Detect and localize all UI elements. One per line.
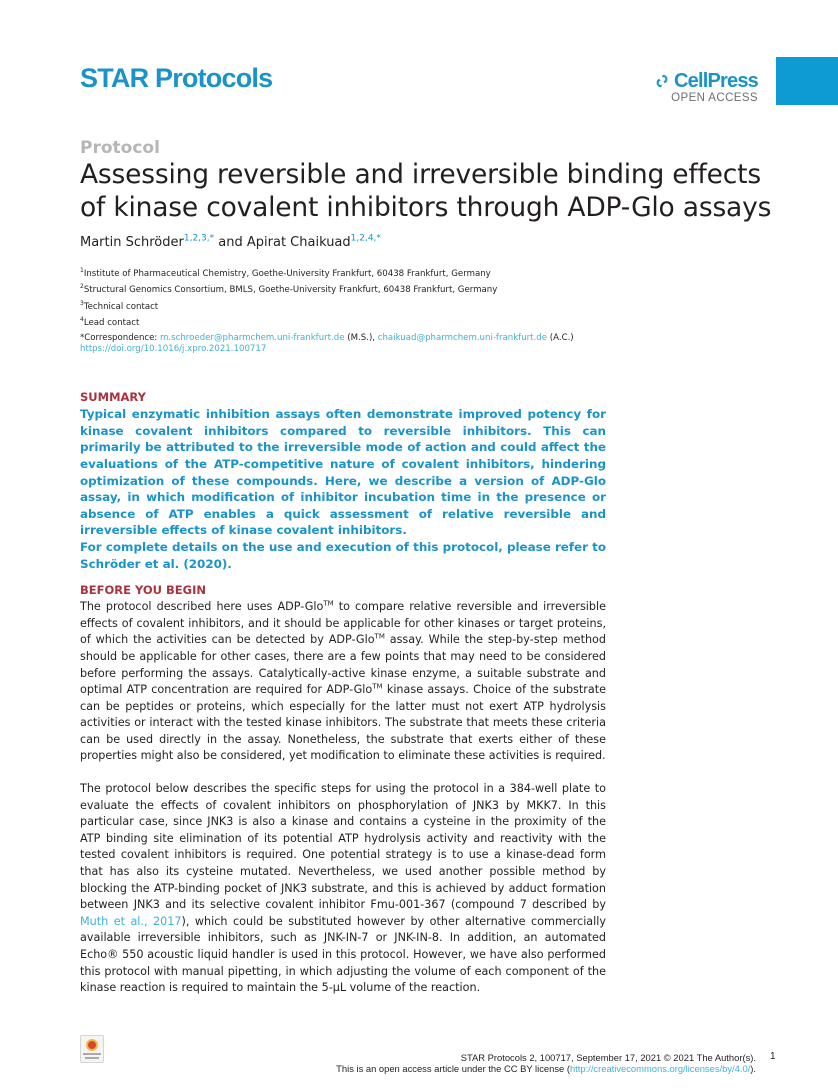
- paragraph: The protocol described here uses ADP-Glo™ to compare relative reversible and irreversible effects of covalent inhibitors, and it should be applicable for other kinases or target proteins, of which the activities can be detected by ADP-Glo™ assay. While the step-by-step method should be applicable for other cases, there are a few points that may need to be considered before performing the assays. Catalytically-active kinase enzyme, a suitable substrate and optimal ATP concentration are required for ADP-Glo™ kinase assays. Choice of the substrate can be peptides or proteins, which especially for the latter must not exert ATP hydrolysis activities or interact with the tested kinase inhibitors. The substrate that meets these criteria can be used directly in the assay. Nonetheless, the substrate that exerts either of these properties might also be considered, yet modification to eliminate these activities is required.: [80, 599, 606, 763]
- email-link[interactable]: m.schroeder@pharmchem.uni-frankfurt.de: [160, 333, 345, 344]
- reference-link[interactable]: Muth et al., 2017: [80, 914, 182, 928]
- doi-link[interactable]: https://doi.org/10.1016/j.xpro.2021.100717: [80, 344, 267, 355]
- author-name[interactable]: Martin Schröder: [80, 235, 184, 250]
- author-affil: 1,2,4,*: [350, 233, 381, 244]
- footer: [336, 1052, 756, 1074]
- article-title: Assessing reversible and irreversible binding effects of kinase covalent inhibitors through ADP-Glo assays: [80, 159, 772, 223]
- before-you-begin-heading: BEFORE YOU BEGIN: [80, 583, 206, 598]
- open-access-label: OPEN ACCESS: [671, 92, 758, 104]
- correspondence: *Correspondence: m.schroeder@pharmchem.uni-frankfurt.de (M.S.), chaikuad@pharmchem.uni-frankfurt.de (A.C.) https://doi.org/10.1016/j.xpro.2021.100717: [80, 333, 574, 355]
- refer-text: For complete details on the use and execution of this protocol, please refer to Schröder et al. (2020).: [80, 539, 606, 571]
- summary-text: Typical enzymatic inhibition assays often demonstrate improved potency for kinase covalent inhibitors compared to reversible inhibitors. This can primarily be attributed to the irreversible mode of action and could affect the evaluations of the ATP-competitive nature of covalent inhibitors, hindering optimization of these compounds. Here, we describe a version of ADP-Glo assay, in which modification of inhibitor incubation time in the presence or absence of ATP enables a quick assessment of relative reversible and irreversible effects of kinase covalent inhibitors. For complete details on the use and execution of this protocol, please refer to Schröder et al. (2020).: [80, 407, 606, 571]
- license-text: This is an open access article under the CC BY license (http://creativecommons.org/licenses/by/4.0/).: [336, 1063, 756, 1074]
- article-type: Protocol: [80, 138, 160, 158]
- corner-tab: [776, 57, 838, 105]
- citation: STAR Protocols 2, 100717, September 17, 2021 © 2021 The Author(s).: [460, 1052, 756, 1063]
- license-link[interactable]: http://creativecommons.org/licenses/by/4.0/: [569, 1063, 751, 1074]
- check-for-updates-icon[interactable]: [80, 1035, 104, 1063]
- paragraph: The protocol below describes the specific steps for using the protocol in a 384-well plate to evaluate the effects of covalent inhibitors on phosphorylation of JNK3 by MKK7. In this particular case, since JNK3 is also a kinase and contains a cysteine in the proximity of the ATP binding site elimination of its potential ATP hydrolysis activity and reactivity with the tested covalent inhibitors is required. One potential strategy is to use a kinase-dead form that has also its cysteine mutated. Nevertheless, we used another possible method by blocking the ATP-binding pocket of JNK3 substrate, and this is achieved by adduct formation between JNK3 and its selective covalent inhibitor Fmu-001-367 (compound 7 described by Muth et al., 2017), which could be substituted however by other alternative commercially available irreversible inhibitors, such as JNK-IN-7 or JNK-IN-8. In addition, an automated Echo® 550 acoustic liquid handler is used in this protocol. However, we have also performed this protocol with manual pipetting, in which adjusting the volume of each component of the kinase reaction is required to maintain the 5-µL volume of the reaction.: [80, 782, 606, 995]
- article-content: [80, 138, 780, 997]
- affiliation: $^2$Structural Genomics Consortium, BMLS, Goethe-University Frankfurt, 60438 Frankfurt, Germany: [80, 283, 498, 296]
- affiliation: $^4$Lead contact: [80, 316, 140, 328]
- author-name[interactable]: Apirat Chaikuad: [246, 235, 351, 250]
- publisher-name: CellPress: [674, 70, 758, 92]
- journal-title: STAR Protocols: [80, 63, 273, 93]
- summary-heading: SUMMARY: [80, 390, 146, 405]
- affiliations: [80, 266, 780, 355]
- page-number: 1: [770, 1051, 776, 1062]
- cellpress-logo: [642, 70, 758, 105]
- author-separator: and: [218, 235, 243, 250]
- email-link[interactable]: chaikuad@pharmchem.uni-frankfurt.de: [377, 333, 548, 344]
- affiliation: $^1$Institute of Pharmaceutical Chemistry, Goethe-University Frankfurt, 60438 Frankfurt, Germany: [80, 267, 491, 279]
- author-list: [80, 234, 780, 252]
- author-affil: 1,2,3,*: [183, 233, 215, 244]
- cellpress-icon: [653, 72, 671, 90]
- affiliation: $^3$Technical contact: [80, 299, 159, 312]
